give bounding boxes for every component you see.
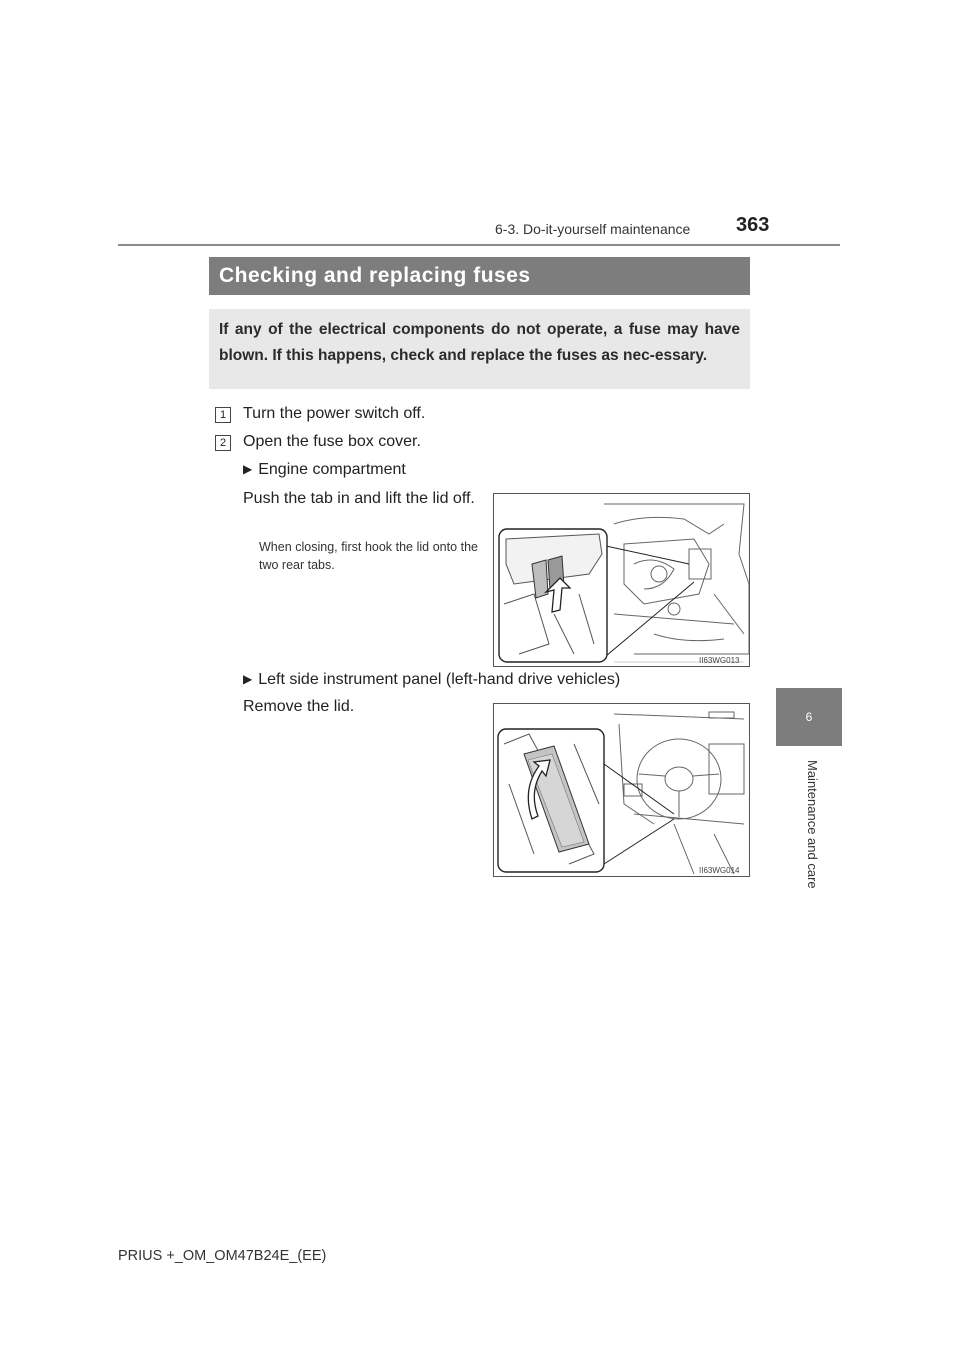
engine-fuse-box-figure <box>493 493 750 667</box>
bullet-panel-text: Left side instrument panel (left-hand drive vehicles) <box>258 671 621 688</box>
bullet-panel <box>243 671 620 689</box>
bullet-engine <box>243 461 406 479</box>
triangle-bullet-icon: ▶ <box>243 462 253 476</box>
engine-instruction: Push the tab in and lift the lid off. <box>243 490 475 507</box>
page-title <box>209 257 750 295</box>
instrument-panel-illustration <box>494 704 749 876</box>
page-title-text: Checking and replacing fuses <box>219 264 531 287</box>
section-heading: 6-3. Do-it-yourself maintenance <box>495 221 691 237</box>
intro-text: If any of the electrical components do not operate, a fuse may have blown. If this happens, check and replace the fuses as nec-essary. <box>219 321 740 364</box>
step-number-2: 2 <box>215 435 231 451</box>
chapter-tab <box>776 688 842 746</box>
chapter-label: Maintenance and care <box>805 760 820 889</box>
engine-compartment-illustration <box>494 494 749 666</box>
page-number: 363 <box>736 214 770 236</box>
intro-box <box>209 309 750 389</box>
panel-instruction: Remove the lid. <box>243 698 355 715</box>
engine-figure-code: II63WG013 <box>699 656 740 665</box>
triangle-bullet-icon: ▶ <box>243 672 253 686</box>
panel-figure-code: II63WG014 <box>699 866 740 875</box>
step-text-2: Open the fuse box cover. <box>243 433 421 450</box>
document-code: PRIUS +_OM_OM47B24E_(EE) <box>118 1248 327 1264</box>
step-number-1: 1 <box>215 407 231 423</box>
header-divider <box>118 244 840 246</box>
step-text-1: Turn the power switch off. <box>243 405 426 422</box>
engine-note: When closing, first hook the lid onto the two rear tabs. <box>259 540 478 572</box>
panel-fuse-box-figure <box>493 703 750 877</box>
bullet-engine-text: Engine compartment <box>258 461 406 478</box>
chapter-number: 6 <box>805 710 813 724</box>
